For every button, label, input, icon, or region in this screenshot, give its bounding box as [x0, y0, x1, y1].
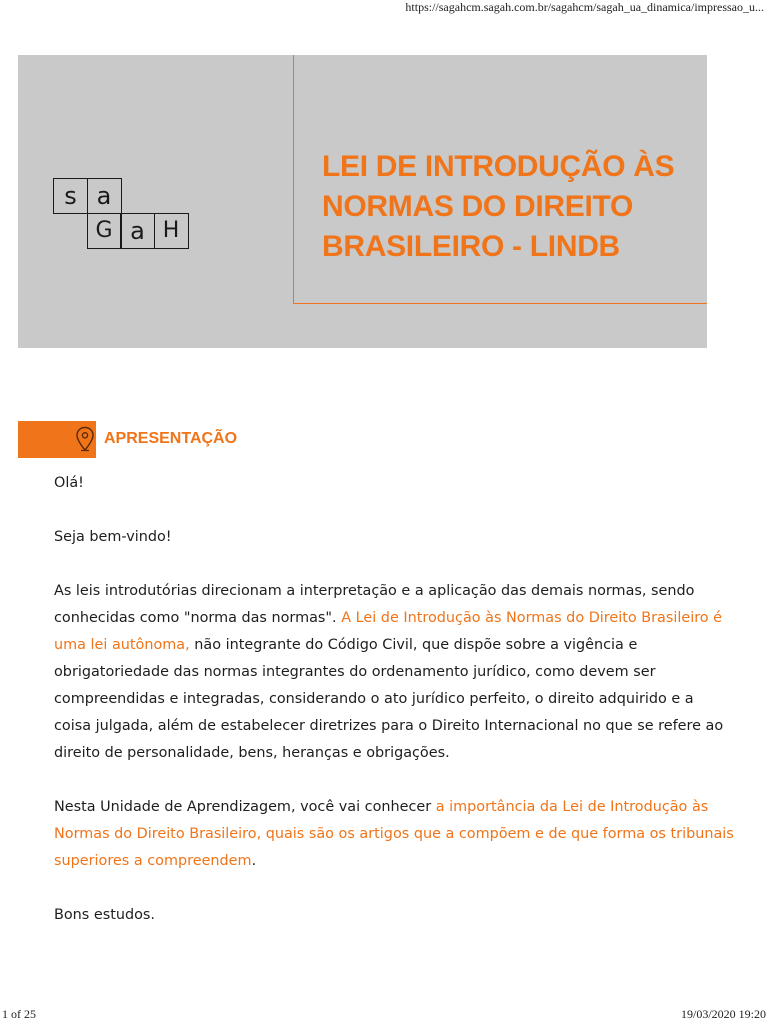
- print-datetime: 19/03/2020 19:20: [680, 1007, 766, 1021]
- logo-letter: a: [87, 178, 122, 214]
- logo-letter: a: [120, 213, 155, 249]
- unit-title: LEI DE INTRODUÇÃO ÀS NORMAS DO DIREITO BRASILEIRO - LINDB: [322, 150, 675, 263]
- objectives-paragraph: [54, 794, 734, 875]
- banner-divider-horizontal: [293, 303, 707, 304]
- logo-letter: s: [53, 178, 88, 214]
- intro-paragraph: [54, 578, 734, 767]
- welcome-text: Seja bem-vindo!: [54, 529, 172, 545]
- highlight-text: a importância da Lei de Introdução às Normas do Direito Brasileiro, quais são os artigos que a compõem e de que forma os tribunais superiores a compreendem: [54, 799, 734, 869]
- page-number: 1 of 25: [2, 1007, 36, 1021]
- paragraph-text: Nesta Unidade de Aprendizagem, você vai conhecer: [54, 799, 436, 815]
- map-pin-icon: [75, 426, 95, 456]
- paragraph-text: As leis introdutórias direcionam a interpretação e a aplicação das demais normas, sendo conhecidas como "norma das normas".: [54, 583, 695, 626]
- course-banner: [18, 55, 707, 348]
- logo-letter: G: [87, 213, 122, 249]
- section-tab: [18, 421, 96, 458]
- paragraph-text: .: [251, 853, 257, 869]
- print-header-url: https://sagahcm.sagah.com.br/sagahcm/sagah_ua_dinamica/impressao_u...: [405, 0, 764, 14]
- section-title: APRESENTAÇÃO: [104, 430, 238, 447]
- banner-divider-vertical: [293, 55, 294, 303]
- paragraph-text: não integrante do Código Civil, que dispõe sobre a vigência e obrigatoriedade das normas integrantes do ordenamento jurídico, como devem ser compreendidas e integradas, considerando o ato jurídico perfeito, o direito adquirido e a coisa julgada, além de estabelecer diretrizes para o Direito Internacional no que se refere ao direito de personalidade, bens, heranças e obrigações.: [54, 637, 724, 761]
- logo-letter: H: [154, 213, 189, 249]
- greeting-text: Olá!: [54, 475, 84, 491]
- print-footer: [0, 1006, 768, 1024]
- closing-text: Bons estudos.: [54, 907, 155, 923]
- highlight-text: A Lei de Introdução às Normas do Direito Brasileiro é uma lei autônoma,: [54, 610, 723, 653]
- presentation-content: [54, 470, 734, 956]
